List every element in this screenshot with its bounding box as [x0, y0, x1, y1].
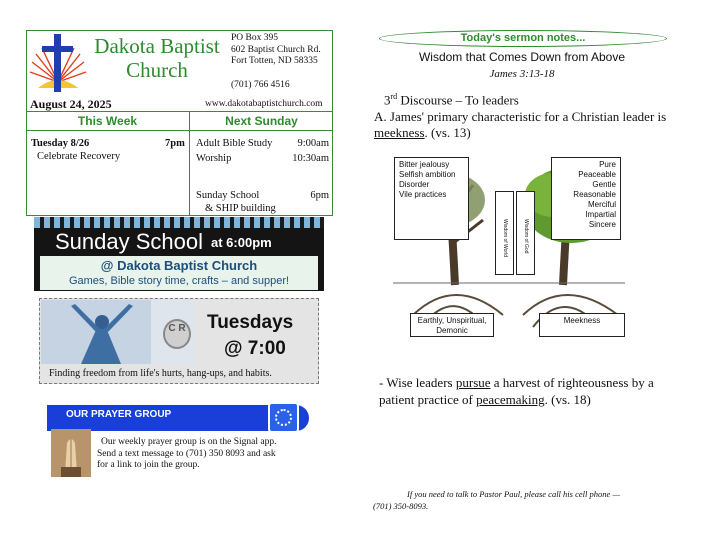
point-a-text: A. James' primary characteristic for a Christian leader is	[374, 109, 667, 124]
bulletin-date: August 24, 2025	[30, 97, 112, 111]
recovery-day: Tuesdays	[207, 312, 294, 333]
next-sunday-item-time: 10:30am	[292, 153, 329, 164]
discourse-text: Discourse – To leaders	[397, 92, 519, 108]
recovery-caption: Finding freedom from life's hurts, hang-ups, and habits.	[49, 368, 272, 379]
contact-line: If you need to talk to Pastor Paul, please call his cell phone —	[407, 489, 620, 499]
list-item: Reasonable	[573, 190, 616, 199]
next-sunday-heading: Next Sunday	[225, 114, 298, 128]
next-sunday-item-time: 9:00am	[297, 138, 329, 149]
praying-hands-icon	[51, 429, 91, 477]
prayer-group-text	[97, 437, 309, 472]
church-website-link[interactable]: www.dakotabaptistchurch.com	[205, 99, 323, 109]
next-sunday-item-time: 6pm	[310, 190, 329, 201]
prayer-group-title: OUR PRAYER GROUP	[66, 409, 172, 420]
wise-text: a harvest of righteousness by a patient practice of	[379, 375, 654, 407]
wise-leaders-point	[379, 374, 684, 408]
sunday-school-title: Sunday School	[55, 229, 203, 254]
celebrate-recovery-logo: C R	[163, 319, 191, 349]
wise-text: - Wise leaders	[379, 375, 456, 390]
discourse-heading	[384, 92, 519, 108]
contact-phone[interactable]: (701) 350-8093.	[373, 501, 429, 511]
list-item: Peaceable	[578, 170, 616, 179]
godly-wisdom-list	[551, 157, 621, 240]
sermon-title: Wisdom that Comes Down from Above	[418, 50, 626, 64]
worldly-wisdom-list	[394, 157, 469, 240]
church-phone: (701) 766 4516	[231, 80, 290, 90]
prayer-text-line: Send a text message to (701) 350 8093 and ask	[97, 448, 276, 459]
next-sunday-item-label: Worship	[196, 153, 232, 164]
wise-verse: . (vs. 18)	[544, 392, 591, 407]
list-item: Gentle	[592, 180, 616, 189]
list-item: Sincere	[588, 220, 616, 229]
scripture-reference: James 3:13-18	[489, 68, 555, 80]
next-sunday-item-label: Adult Bible Study	[196, 138, 273, 149]
this-week-heading: This Week	[77, 114, 138, 128]
worldly-wisdom-label: Wisdom of World	[502, 219, 508, 257]
sunday-school-time: at 6:00pm	[211, 235, 272, 250]
next-sunday-item-label: Sunday School	[196, 190, 260, 201]
prayer-text-line: Our weekly prayer group is on the Signal app.	[101, 437, 277, 447]
this-week-day: Tuesday 8/26	[31, 138, 90, 149]
godly-wisdom-label: Wisdom of God	[523, 219, 529, 254]
discourse-number: 3	[384, 92, 391, 108]
church-address	[231, 33, 321, 68]
divider	[26, 111, 333, 112]
this-week-time: 7pm	[165, 138, 185, 149]
recovery-time: @ 7:00	[224, 338, 286, 359]
banner-stripe	[34, 217, 324, 228]
sermon-notes-heading: Today's sermon notes...	[460, 32, 586, 44]
address-line: Fort Totten, ND 58335	[231, 56, 318, 66]
list-item: Bitter jealousy	[399, 160, 450, 169]
pastor-contact-note	[373, 488, 673, 512]
sunday-school-subtitle: Games, Bible story time, crafts – and supper!	[68, 275, 290, 287]
church-name: Dakota Baptist Church	[94, 34, 220, 82]
address-line: PO Box 395	[231, 33, 278, 43]
discourse-ordinal: rd	[390, 92, 398, 101]
list-item: Selfish ambition	[399, 170, 456, 179]
point-a-keyword: meekness	[374, 125, 425, 140]
prayer-text-line: for a link to join the group.	[97, 460, 200, 470]
this-week-event: Celebrate Recovery	[37, 151, 121, 162]
address-line: 602 Baptist Church Rd.	[231, 44, 321, 55]
point-a-verse: . (vs. 13)	[424, 125, 471, 140]
point-a	[374, 109, 674, 141]
godly-root-label: Meekness	[539, 313, 625, 337]
list-item: Merciful	[587, 200, 616, 209]
sunday-school-church: @ Dakota Baptist Church	[100, 258, 258, 273]
list-item: Vile practices	[399, 190, 447, 199]
wise-keyword: peacemaking	[476, 392, 545, 407]
church-cross-logo-icon	[28, 32, 88, 96]
wise-keyword: pursue	[455, 375, 491, 390]
list-item: Disorder	[399, 180, 430, 189]
divider	[26, 130, 333, 131]
signal-ring-icon	[275, 409, 292, 426]
worldly-root-label: Earthly, Unspiritual, Demonic	[410, 313, 494, 337]
next-sunday-item-label: & SHIP building	[205, 203, 276, 214]
list-item: Impartial	[585, 210, 616, 219]
list-item: Pure	[599, 160, 616, 169]
